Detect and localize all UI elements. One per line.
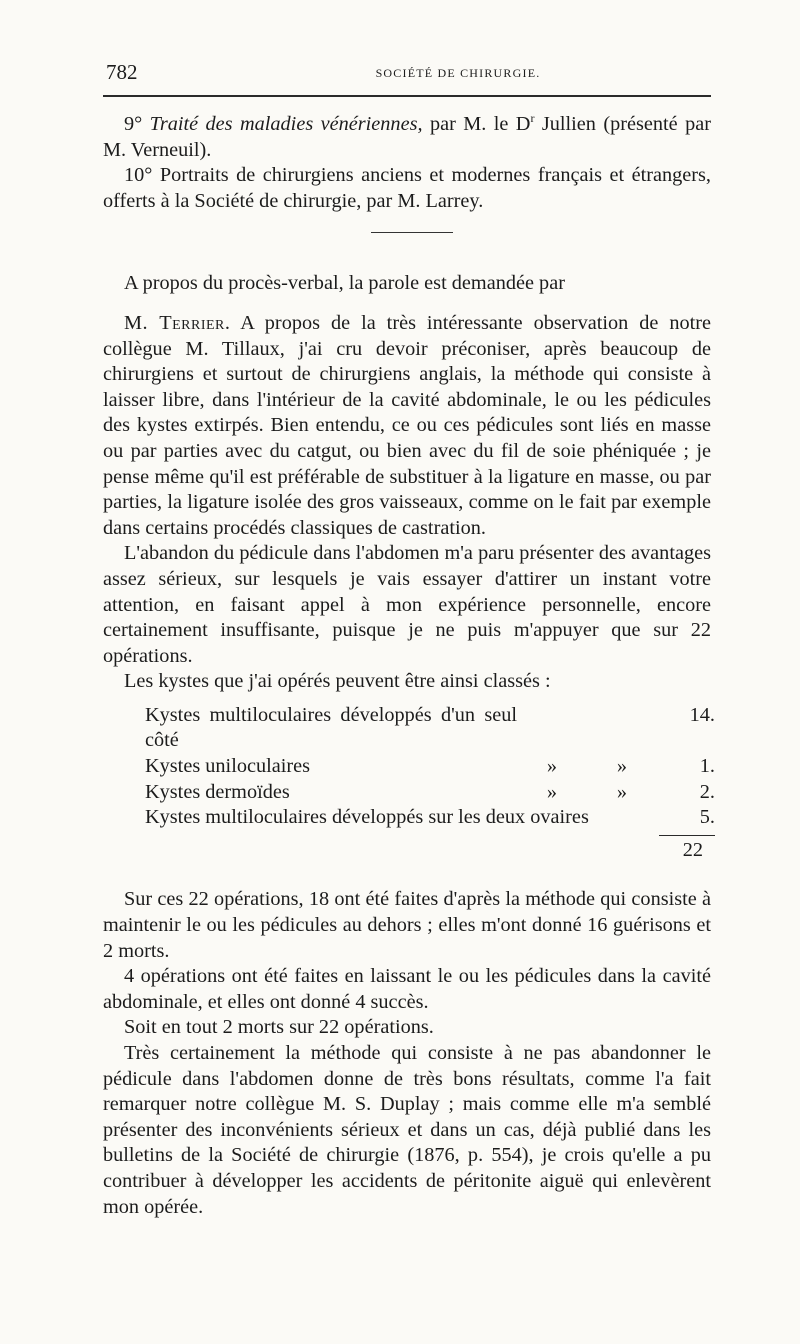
paragraph-abdominal: 4 opérations ont été faites en laissant le ou les pédicules dans la cavité abdominale, et elles ont donné 4 succès. xyxy=(103,965,711,1013)
item-10: 10° Portraits de chirurgiens anciens et modernes français et étrangers, offerts à la Société de chirurgie, par M. Larrey. xyxy=(103,164,711,212)
table-row xyxy=(145,805,715,831)
ditto-mark xyxy=(517,703,587,754)
total-rule xyxy=(659,835,715,836)
spacer xyxy=(103,297,711,311)
paragraph-classification: Les kystes que j'ai opérés peuvent être ainsi classés : xyxy=(124,670,551,693)
paragraph-abandon: L'abandon du pédicule dans l'abdomen m'a paru présenter des avantages assez sérieux, sur lesquels je vais essayer d'attirer un instant votre attention, en faisant appel à mon expérience personnelle, encore certainement insuffisante, puisque je ne puis m'appuyer que sur 22 opérations. xyxy=(103,542,711,667)
page-header xyxy=(106,60,710,90)
table-row xyxy=(145,754,715,780)
item-9-text-a: par M. le D xyxy=(422,113,531,135)
cyst-table xyxy=(145,703,715,831)
table-row xyxy=(145,780,715,806)
row-count: 1. xyxy=(699,755,715,778)
item-9-sup: r xyxy=(530,111,535,126)
row-label: Kystes multiloculaires développés sur les deux ovaires xyxy=(145,806,589,829)
item-9-number: 9° xyxy=(124,113,143,135)
ditto-mark: » xyxy=(616,780,628,803)
item-9-text-b: Jullien (présenté par M. Verneuil). xyxy=(103,113,711,161)
speaker-name: M. Terrier. xyxy=(124,311,231,334)
row-label: Kystes dermoïdes xyxy=(145,780,290,803)
page-number: 782 xyxy=(106,60,138,84)
row-count: 5. xyxy=(699,806,715,829)
paragraph-results: Sur ces 22 opérations, 18 ont été faites d'après la méthode qui consiste à maintenir le ou les pédicules au dehors ; elles m'ont donné 16 guérisons et 2 morts. xyxy=(103,888,711,962)
paragraph-conclusion: Très certainement la méthode qui consiste à ne pas abandonner le pédicule dans l'abdomen donne de très bons résultats, comme l'a fait remarquer notre collègue M. S. Duplay ; mais comme elle m'a semblé présenter des inconvénients sérieux et dans un cas, déjà publié dans les bulletins de la Société de chirurgie (1876, p. 554), je crois qu'elle a pu contribuer à développer les accidents de péritonite aiguë qui enlevèrent mon opérée. xyxy=(103,1042,711,1218)
terrier-text: A propos de la très intéressante observation de notre collègue M. Tillaux, j'ai cru devoir préconiser, après beaucoup de chirurgiens et surtout de chirurgiens anglais, la méthode qui consiste à laisser libre, dans l'intérieur de la cavité abdominale, le ou les pédicules des kystes extirpés. Bien entendu, ce ou ces pédicules sont liés en masse ou par parties avec du catgut, ou bien avec du fil de soie phéniquée ; je pense même qu'il est préférable de substituer à la ligature en masse, ou par parties, la ligature isolée des gros vaisseaux, comme on le fait par exemple dans certains procédés classiques de castration. xyxy=(103,311,712,539)
section-separator xyxy=(371,232,453,233)
ditto-mark xyxy=(587,703,657,754)
spacer xyxy=(103,695,711,703)
ditto-mark: » xyxy=(546,755,558,778)
row-count: 14. xyxy=(689,703,715,726)
ditto-mark: » xyxy=(616,755,628,778)
spacer xyxy=(103,863,711,887)
paragraph-total: Soit en tout 2 morts sur 22 opérations. xyxy=(124,1016,434,1039)
intro-line: A propos du procès-verbal, la parole est demandée par xyxy=(124,272,565,295)
page-body xyxy=(103,111,715,1220)
row-label: Kystes uniloculaires xyxy=(145,755,311,778)
ditto-mark: » xyxy=(546,780,558,803)
terrier-paragraph xyxy=(103,311,711,541)
row-label: Kystes multiloculaires développés d'un seul côté xyxy=(145,703,517,752)
row-count: 2. xyxy=(699,780,715,803)
table-row xyxy=(145,703,715,754)
running-title: SOCIÉTÉ DE CHIRURGIE. xyxy=(375,66,541,80)
table-total: 22 xyxy=(682,838,703,861)
header-rule xyxy=(103,95,711,97)
item-9-title: Traité des maladies vénériennes, xyxy=(149,113,423,135)
item-9 xyxy=(103,112,711,163)
